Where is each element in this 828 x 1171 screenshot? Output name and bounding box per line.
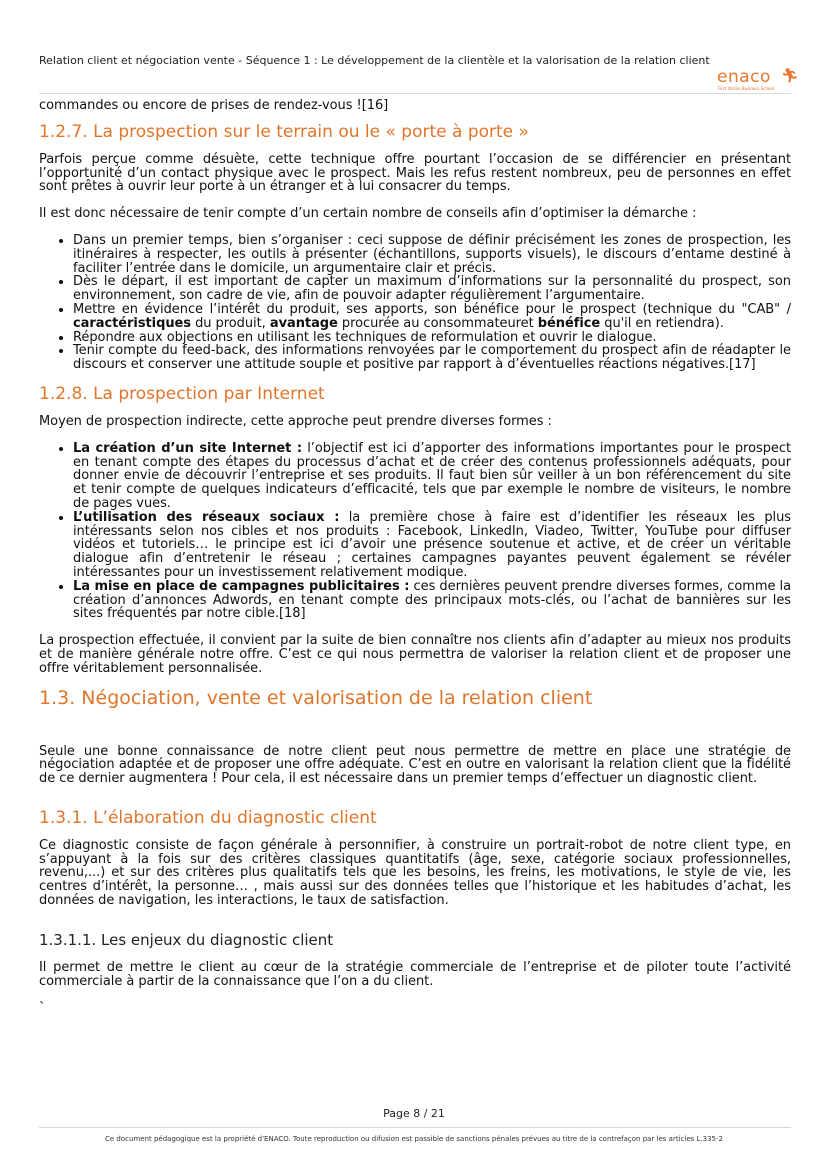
stray-mark: ` (39, 1001, 46, 1017)
runner-icon: 🏃︎ (781, 68, 799, 84)
paragraph: Il est donc nécessaire de tenir compte d’un certain nombre de conseils afin d’optimiser la démarche : (39, 206, 697, 222)
item-text: la première chose à faire est d’identifier les réseaux les plus intéressants selon nos cibles et nos produits : Facebook, LinkedIn, Viadeo, Twitter, YouTube pour diffuser vidéos et tutoriels… le principe est ici d’avoir une présence soutenue et active, et de créer un véritable dialogue afin d’entretenir le réseau ; certaines campagnes payantes peuvent également se révéler intéressantes pour un investissement relativement modique. (73, 509, 791, 580)
heading-1-2-7: 1.2.7. La prospection sur le terrain ou le « porte à porte » (39, 121, 529, 142)
intro-line: commandes ou encore de prises de rendez-vous ![16] (39, 98, 389, 113)
paragraph: Seule une bonne connaissance de notre client peut nous permettre de mettre en place une stratégie de négociation adaptée et de proposer une offre adéquate. C’est en outre en valorisant la relation client que la fidélité de ce dernier augmentera ! Pour cela, il est nécessaire dans un premier temps d’effectuer un diagnostic client. (39, 743, 791, 787)
page-number: Page 8 / 21 (383, 1107, 445, 1120)
list-item: • Dans un premier temps, bien s’organiser : ceci suppose de définir précisément les zones de prospection, les itinéraires à respecter, les outils à présenter (échantillons, supports visuels), le discours d’entame destiné à faciliter l’entrée dans le domicile, un argumentaire clair et précis. (73, 234, 791, 275)
item-text: ces dernières peuvent prendre diverses formes, comme la création d’annonces Adwords, en tenant compte des principaux mots-clés, ou l’achat de bannières sur les sites fréquentés par notre cible.[18] (73, 578, 792, 622)
paragraph: La prospection effectuée, il convient par la suite de bien connaître nos clients afin d’adapter au mieux nos produits et de manière générale notre offre. C’est ce qui nous permettra de valoriser la relation client et de proposer une offre véritablement personnalisée. (39, 633, 791, 676)
heading-1-3-1: 1.3.1. L’élaboration du diagnostic client (39, 807, 377, 828)
running-header-title: Relation client et négociation vente - Séquence 1 : Le développement de la clientèle et la valorisation de la relation client (39, 54, 710, 67)
logo-wordmark: enaco (717, 67, 771, 87)
bullet-list (39, 234, 791, 372)
main-content (39, 99, 791, 1016)
bold-term: bénéfice (537, 315, 601, 331)
item-text: Mettre en évidence l’intérêt du produit, ses apports, son bénéfice pour le prospect (technique du "CAB" / (73, 301, 791, 317)
bold-term: La mise en place de campagnes publicitaires : (73, 578, 410, 594)
list-item: • Répondre aux objections en utilisant les techniques de reformulation et ouvrir le dialogue. (73, 331, 791, 345)
header-divider (39, 93, 791, 94)
list-item (73, 580, 791, 621)
paragraph: Moyen de prospection indirecte, cette approche peut prendre diverses formes : (39, 413, 552, 429)
list-item (73, 442, 791, 511)
list-item: • Dès le départ, il est important de capter un maximum d’informations sur la personnalité du prospect, son environnement, son cadre de vie, afin de pouvoir adapter régulièrement l’argumentaire. (73, 275, 791, 303)
item-text: procurée au consommateuret (337, 315, 538, 331)
item-text: du produit, (191, 315, 270, 331)
paragraph: Il permet de mettre le client au cœur de la stratégie commerciale de l’entreprise et de piloter toute l’activité commerciale à partir de la connaissance que l’on a du client. (39, 959, 791, 989)
paragraph: Ce diagnostic consiste de façon générale à personnifier, à construire un portrait-robot de notre client type, en s’appuyant à la fois sur des critères classiques quantitatifs (âge, sexe, catégorie sociaux professionnelles, revenu,...) et sur des critères plus qualitatifs tels que les besoins, les freins, les motivations, le style de vie, les centres d’intérêt, la personne… , mais aussi sur des données telles que l’historique et les habitudes d’achat, les données de navigation, les interactions, le taux de satisfaction. (39, 837, 791, 909)
item-text: qu'il en retiendra). (600, 315, 724, 331)
legal-notice: Ce document pédagogique est la propriété d'ENACO. Toute reproduction ou difusion est passible de sanctions pénales prévues au titre de la contrefaçon par les articles L.335-2 (105, 1135, 723, 1143)
list-item: • Tenir compte du feed-back, des informations renvoyées par le comportement du prospect afin de réadapter le discours et conserver une attitude souple et positive par rapport à d’éventuelles réactions négatives.[17] (73, 344, 791, 372)
heading-1-3: 1.3. Négociation, vente et valorisation de la relation client (39, 686, 593, 709)
footer-divider (39, 1127, 791, 1128)
logo-tagline: First Online Business School (718, 86, 775, 91)
enaco-logo (717, 67, 799, 93)
list-item (73, 303, 791, 331)
heading-1-3-1-1: 1.3.1.1. Les enjeux du diagnostic client (39, 930, 334, 949)
bold-term: L’utilisation des réseaux sociaux : (73, 509, 340, 525)
item-text: l’objectif est ici d’apporter des informations importantes pour le prospect en tenant compte des étapes du processus d’achat et de créer des contenus professionnels adéquats, pour donner envie de découvrir l’entreprise et ses produits. Il faut bien sûr veiller à un bon référencement du site et tenir compte de quelques indicateurs d’efficacité, tels que par exemple le nombre de visiteurs, le nombre de pages vues. (73, 440, 791, 511)
paragraph: Parfois perçue comme désuète, cette technique offre pourtant l’occasion de se différencier en présentant l’opportunité d’un contact physique avec le prospect. Mais les refus restent nombreux, peu de personnes en effet sont prêtes à ouvrir leur porte à un étranger et à lui consacrer du temps. (39, 151, 791, 195)
heading-1-2-8: 1.2.8. La prospection par Internet (39, 383, 325, 404)
list-item (73, 511, 791, 580)
bold-term: La création d’un site Internet : (73, 440, 303, 456)
bullet-list (39, 442, 791, 621)
bold-term: caractéristiques (73, 315, 191, 331)
bold-term: avantage (269, 315, 338, 331)
